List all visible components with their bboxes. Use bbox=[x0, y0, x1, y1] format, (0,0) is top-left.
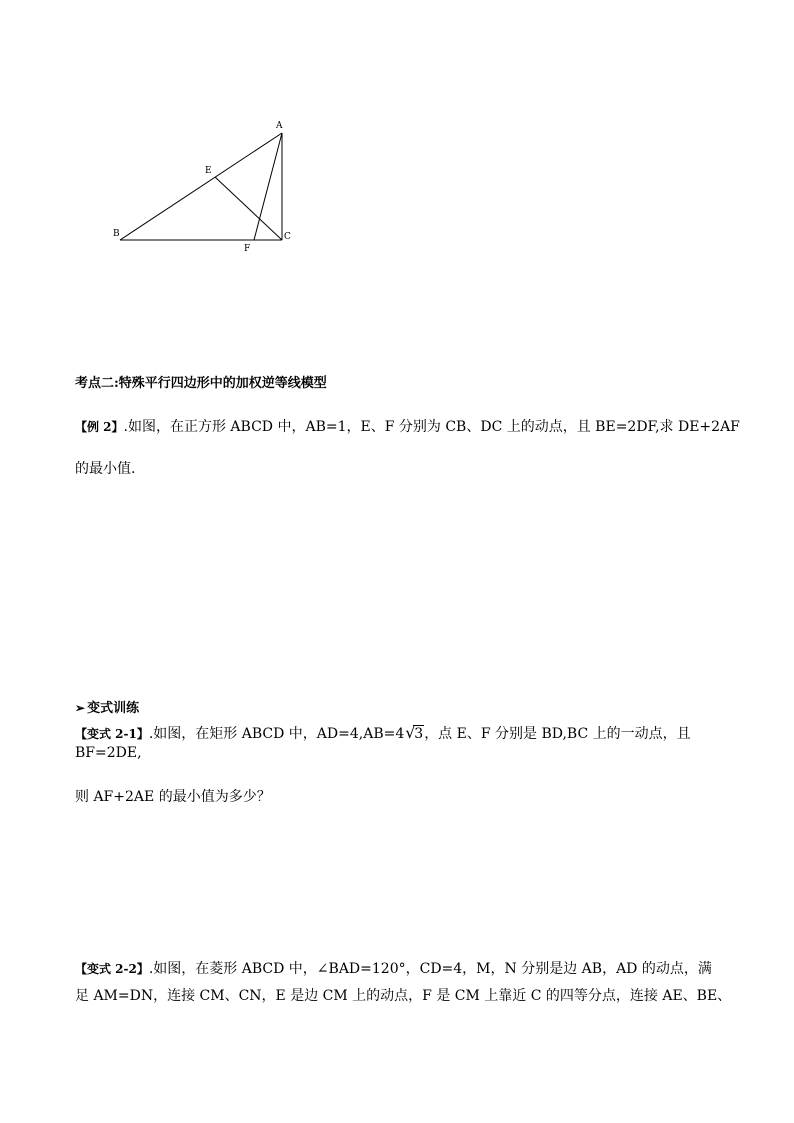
example-2-tag: 【例 2】 bbox=[75, 420, 124, 434]
example-2-line-1 bbox=[75, 416, 740, 436]
variant-2-2-text-1: .如图，在菱形 ABCD 中，∠BAD=120°，CD=4，M，N 分别是边 AB，AD 的动点，满 bbox=[148, 961, 712, 977]
triangle-diagram bbox=[100, 110, 320, 270]
label-e: E bbox=[205, 166, 212, 176]
variant-training-header bbox=[75, 697, 139, 716]
variant-training-label: 变式训练 bbox=[87, 701, 140, 716]
variant-2-1-text-after: ，点 E、F 分别是 BD,BC 上的一动点，且 bbox=[424, 726, 691, 742]
label-c: C bbox=[284, 232, 291, 242]
section-heading: 考点二:特殊平行四边形中的加权逆等线模型 bbox=[75, 376, 327, 391]
triangle-figure bbox=[100, 110, 320, 270]
label-f: F bbox=[244, 244, 251, 254]
variant-2-1-tag: 【变式 2-1】 bbox=[75, 727, 149, 741]
variant-2-1-text-before: .如图，在矩形 ABCD 中，AD=4,AB=4 bbox=[148, 726, 405, 742]
variant-2-2-tag: 【变式 2-2】 bbox=[75, 962, 149, 976]
label-a: A bbox=[276, 121, 283, 131]
variant-2-1-line-2: BF=2DE, bbox=[75, 745, 142, 761]
sqrt-symbol: √ 3 bbox=[405, 723, 424, 742]
segment-ec bbox=[215, 177, 282, 240]
sqrt-radicand: 3 bbox=[414, 726, 424, 742]
example-2-text-1: .如图，在正方形 ABCD 中，AB=1，E、F 分别为 CB、DC 上的动点，且 BE=2DF,求 DE+2AF bbox=[123, 419, 740, 435]
example-2-line-2: 的最小值. bbox=[75, 461, 136, 477]
variant-2-2-line-1 bbox=[75, 958, 712, 978]
variant-2-1-line-1 bbox=[75, 723, 691, 743]
variant-2-1-line-3: 则 AF+2AE 的最小值为多少？ bbox=[75, 789, 271, 805]
variant-2-2-line-2: 足 AM=DN，连接 CM、CN，E 是边 CM 上的动点，F 是 CM 上靠近 C 的四等分点，连接 AE、BE、 bbox=[75, 988, 732, 1004]
label-b: B bbox=[113, 229, 120, 239]
arrow-icon: ➢ bbox=[75, 701, 86, 715]
